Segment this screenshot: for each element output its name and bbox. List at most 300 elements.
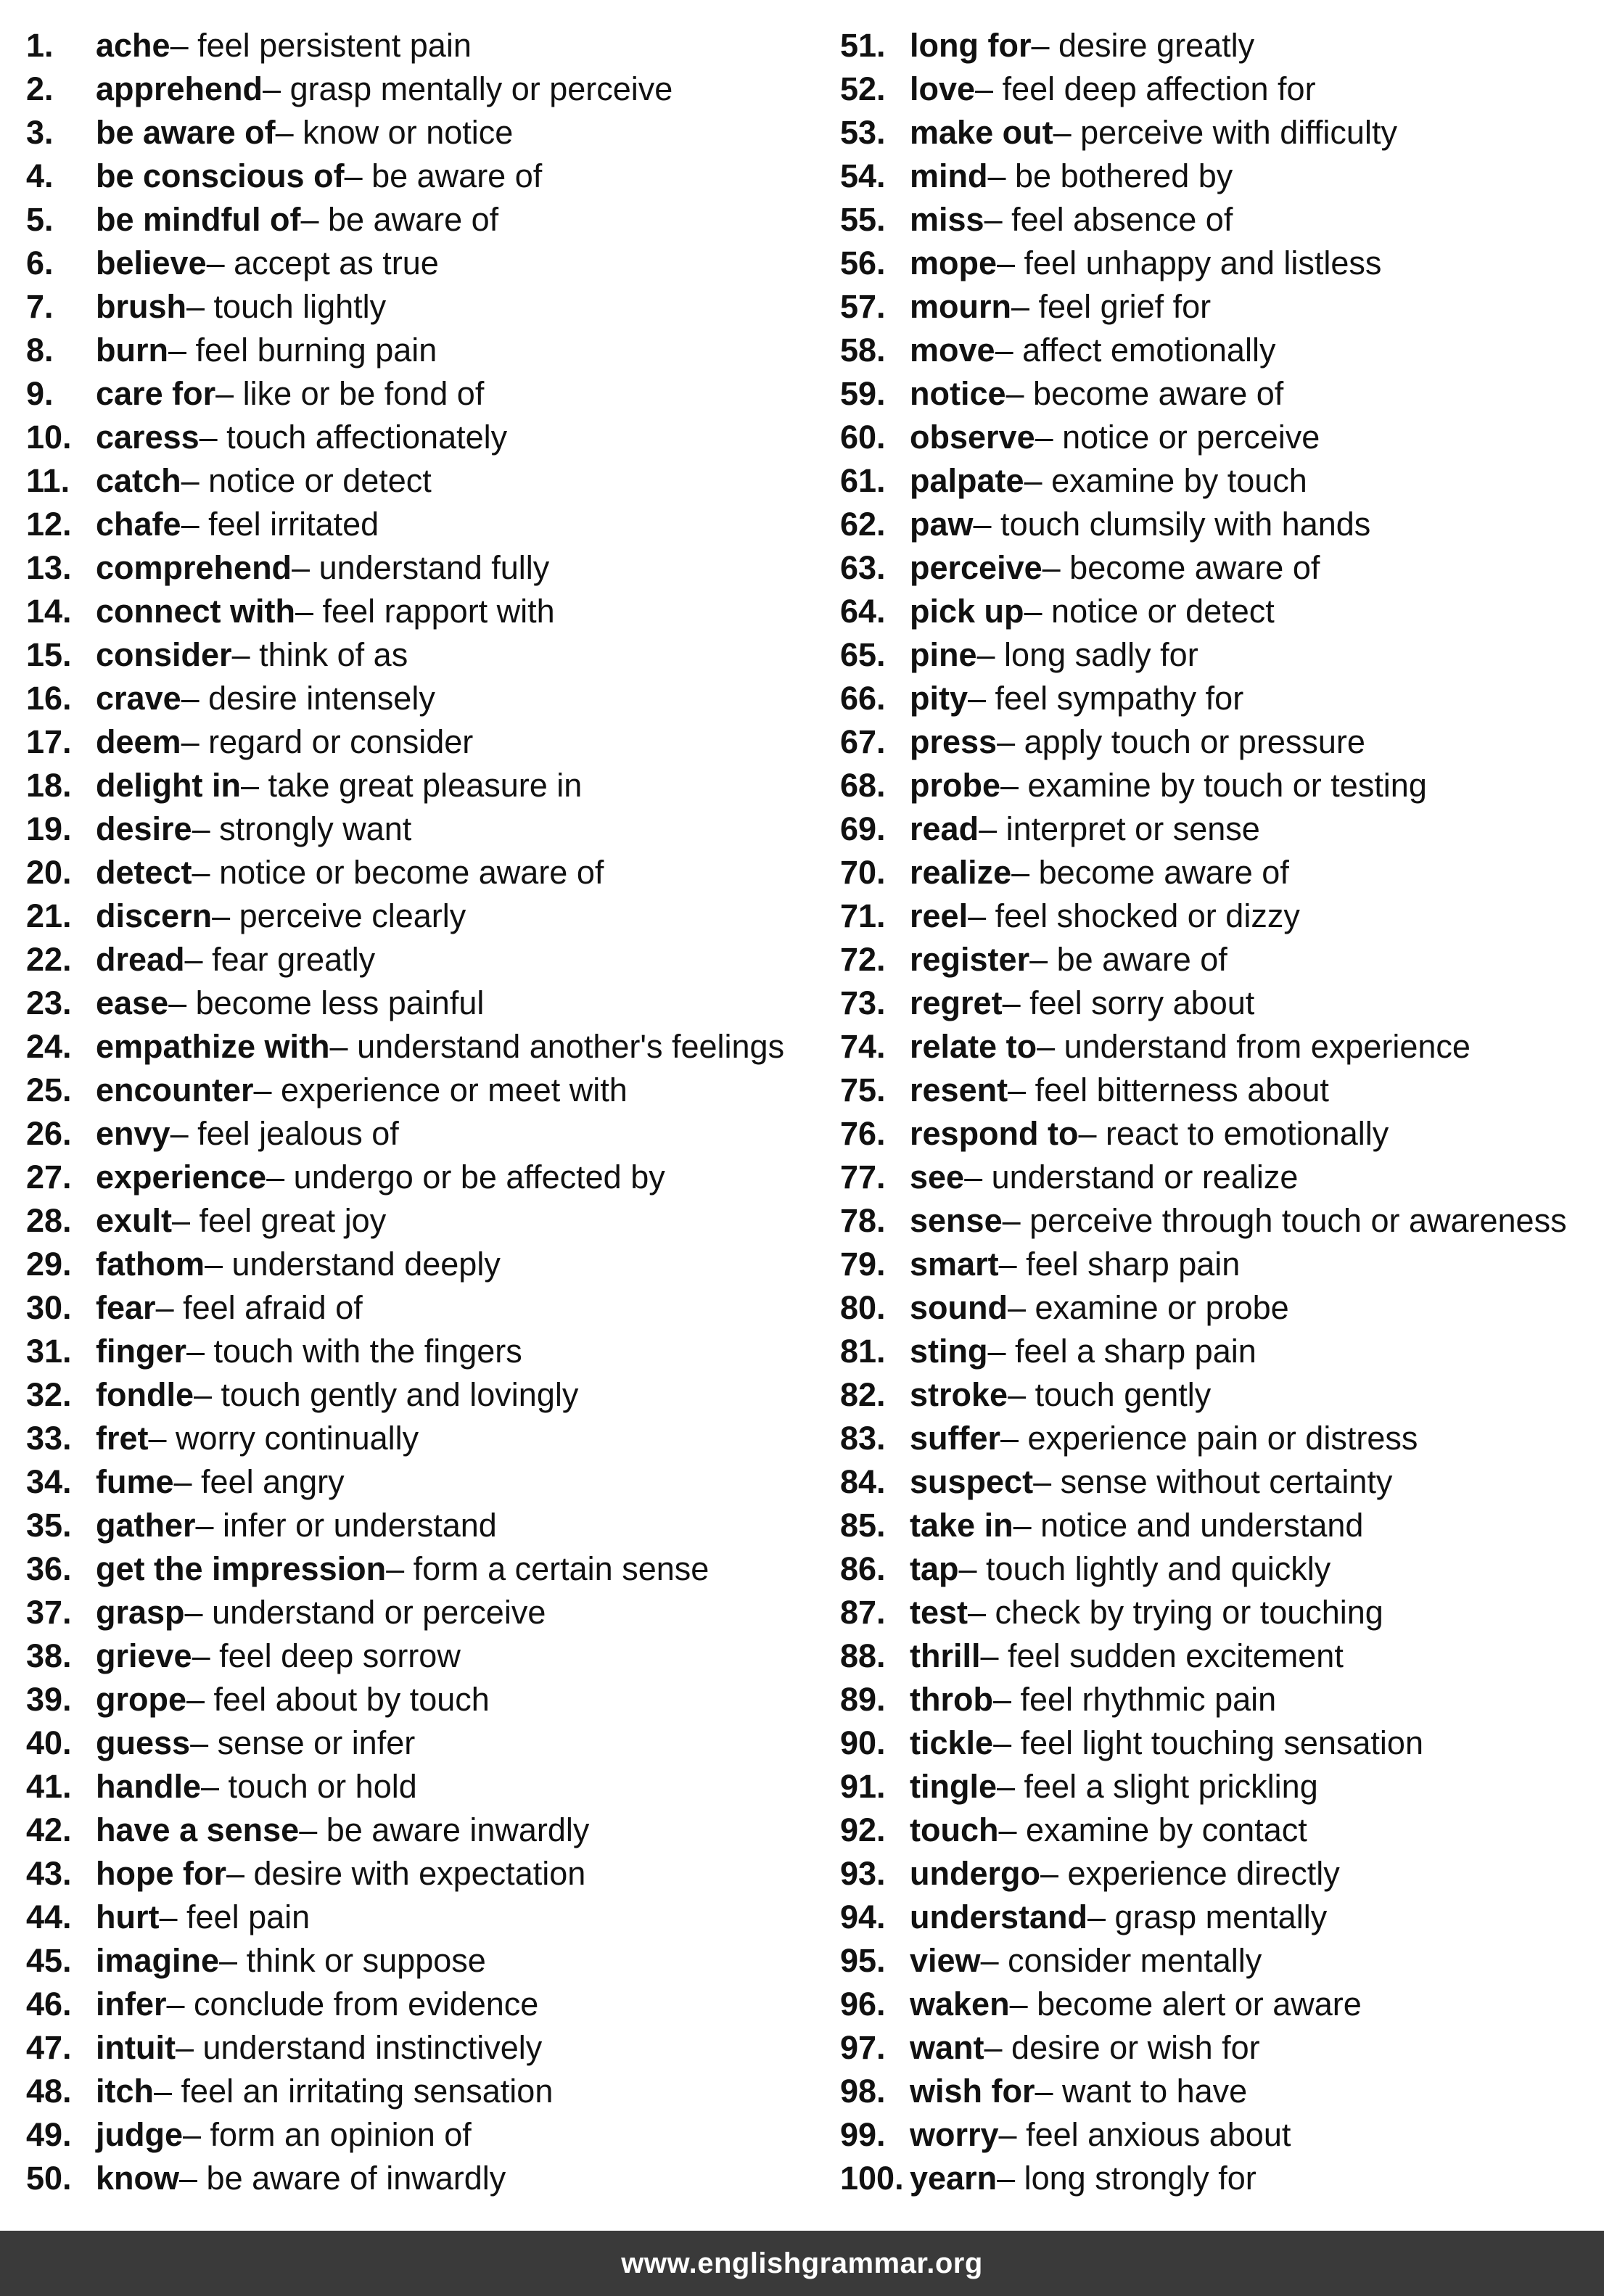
entry-definition: – touch with the fingers: [186, 1333, 522, 1370]
entry-number: 57.: [840, 288, 886, 325]
word-entry: [840, 1678, 1595, 1721]
entry-definition: – be bothered by: [987, 157, 1233, 194]
word-entry: [26, 894, 810, 938]
entry-number: 85.: [840, 1507, 886, 1544]
word-entry: [26, 1243, 810, 1286]
entry-number: 58.: [840, 332, 886, 369]
entry-word: pick up: [910, 593, 1024, 630]
entry-number: 67.: [840, 723, 886, 760]
entry-definition: – touch or hold: [201, 1768, 417, 1805]
entry-number: 34.: [26, 1463, 72, 1500]
entry-number: 17.: [26, 723, 72, 760]
entry-definition: – examine by contact: [998, 1811, 1307, 1848]
entry-definition: – understand deeply: [205, 1246, 501, 1283]
entry-definition: – be aware of inwardly: [179, 2160, 506, 2197]
entry-word: deem: [96, 723, 181, 760]
entry-number: 14.: [26, 593, 72, 630]
entry-number: 100.: [840, 2160, 904, 2197]
word-entry: [840, 285, 1595, 329]
entry-definition: – take great pleasure in: [240, 767, 583, 804]
entry-definition: – notice and understand: [1013, 1507, 1364, 1544]
word-entry: [840, 1330, 1595, 1373]
word-entry: [840, 459, 1595, 503]
entry-definition: – feel sudden excitement: [980, 1637, 1344, 1674]
entry-definition: – feel angry: [173, 1463, 345, 1500]
entry-number: 10.: [26, 419, 72, 456]
entry-word: exult: [96, 1202, 173, 1239]
entry-word: pity: [910, 680, 968, 717]
entry-number: 52.: [840, 70, 886, 107]
word-entry: [840, 111, 1595, 155]
entry-word: fret: [96, 1420, 149, 1457]
entry-number: 99.: [840, 2116, 886, 2153]
entry-word: itch: [96, 2073, 155, 2110]
entry-number: 27.: [26, 1159, 72, 1196]
word-entry: [26, 111, 810, 155]
entry-definition: – be aware of: [344, 157, 543, 194]
word-entry: [26, 372, 810, 416]
word-entry: [840, 24, 1595, 67]
word-entry: [26, 1025, 810, 1069]
word-entry: [840, 1939, 1595, 1983]
entry-word: encounter: [96, 1071, 254, 1108]
entry-word: take in: [910, 1507, 1013, 1544]
word-entry: [840, 2070, 1595, 2113]
entry-number: 32.: [26, 1376, 72, 1413]
word-entry: [26, 1504, 810, 1547]
entry-number: 47.: [26, 2029, 72, 2066]
word-entry: [840, 1547, 1595, 1591]
entry-definition: – think or suppose: [219, 1942, 486, 1979]
entry-definition: – examine by touch or testing: [1000, 767, 1427, 804]
entry-definition: – desire or wish for: [984, 2029, 1260, 2066]
entry-word: undergo: [910, 1855, 1040, 1892]
entry-word: want: [910, 2029, 984, 2066]
word-entry: [840, 938, 1595, 982]
entry-definition: – want to have: [1035, 2073, 1248, 2110]
entry-definition: – feel an irritating sensation: [154, 2073, 554, 2110]
entry-definition: – perceive with difficulty: [1053, 114, 1397, 151]
entry-number: 15.: [26, 636, 72, 673]
entry-word: resent: [910, 1071, 1008, 1108]
entry-number: 97.: [840, 2029, 886, 2066]
word-entry: [26, 1069, 810, 1112]
entry-number: 5.: [26, 201, 54, 238]
entry-number: 1.: [26, 27, 54, 64]
entry-word: infer: [96, 1986, 167, 2023]
entry-definition: – affect emotionally: [995, 332, 1276, 369]
word-entry: [26, 720, 810, 764]
entry-definition: – strongly want: [192, 810, 412, 847]
entry-word: fathom: [96, 1246, 205, 1283]
word-entry: [26, 67, 810, 111]
entry-definition: – experience or meet with: [253, 1071, 628, 1108]
word-entry: [840, 1243, 1595, 1286]
entry-definition: – infer or understand: [195, 1507, 497, 1544]
entry-number: 62.: [840, 506, 886, 543]
entry-definition: – examine or probe: [1007, 1289, 1289, 1326]
word-entry: [840, 1809, 1595, 1852]
entry-word: press: [910, 723, 998, 760]
entry-number: 89.: [840, 1681, 886, 1718]
word-entry: [26, 1460, 810, 1504]
entry-definition: – become alert or aware: [1009, 1986, 1362, 2023]
entry-definition: – examine by touch: [1024, 462, 1307, 499]
word-entry: [26, 1896, 810, 1939]
entry-word: view: [910, 1942, 981, 1979]
entry-word: grasp: [96, 1594, 185, 1631]
entry-word: comprehend: [96, 549, 292, 586]
entry-number: 21.: [26, 897, 72, 934]
entry-number: 28.: [26, 1202, 72, 1239]
entry-definition: – touch gently and lovingly: [193, 1376, 579, 1413]
entry-word: stroke: [910, 1376, 1008, 1413]
entry-number: 74.: [840, 1028, 886, 1065]
entry-word: hope for: [96, 1855, 226, 1892]
word-entry: [26, 938, 810, 982]
word-entry: [840, 2026, 1595, 2070]
entry-number: 24.: [26, 1028, 72, 1065]
word-entry: [26, 198, 810, 242]
word-entry: [840, 2157, 1595, 2200]
entry-definition: – understand or realize: [964, 1159, 1299, 1196]
entry-word: paw: [910, 506, 974, 543]
entry-number: 93.: [840, 1855, 886, 1892]
entry-number: 91.: [840, 1768, 886, 1805]
entry-definition: – conclude from evidence: [166, 1986, 539, 2023]
entry-word: mourn: [910, 288, 1011, 325]
entry-definition: – feel light touching sensation: [993, 1724, 1423, 1761]
entry-word: tickle: [910, 1724, 994, 1761]
word-entry: [840, 155, 1595, 198]
entry-word: be conscious of: [96, 157, 345, 194]
entry-word: believe: [96, 244, 207, 281]
entry-definition: – think of as: [231, 636, 408, 673]
entry-word: apprehend: [96, 70, 263, 107]
entry-word: register: [910, 941, 1030, 978]
entry-word: know: [96, 2160, 180, 2197]
entry-number: 98.: [840, 2073, 886, 2110]
entry-number: 23.: [26, 984, 72, 1021]
entry-number: 4.: [26, 157, 54, 194]
entry-number: 29.: [26, 1246, 72, 1283]
word-entry: [26, 1983, 810, 2026]
word-entry: [840, 1896, 1595, 1939]
word-entry: [26, 807, 810, 851]
word-entry: [840, 546, 1595, 590]
word-entry: [26, 1678, 810, 1721]
entry-number: 9.: [26, 375, 54, 412]
entry-definition: – feel burning pain: [168, 332, 437, 369]
entry-word: handle: [96, 1768, 202, 1805]
entry-word: move: [910, 332, 995, 369]
word-entry: [840, 1852, 1595, 1896]
entry-word: finger: [96, 1333, 187, 1370]
word-entry: [840, 1983, 1595, 2026]
entry-word: touch: [910, 1811, 999, 1848]
footer-website-link[interactable]: www.englishgrammar.org: [621, 2247, 983, 2279]
entry-definition: – touch lightly and quickly: [958, 1550, 1331, 1587]
word-entry: [26, 1809, 810, 1852]
entry-word: delight in: [96, 767, 241, 804]
entry-word: wish for: [910, 2073, 1035, 2110]
entry-word: pine: [910, 636, 977, 673]
word-entry: [840, 1460, 1595, 1504]
entry-word: yearn: [910, 2160, 998, 2197]
entry-word: guess: [96, 1724, 191, 1761]
entry-definition: – feel pain: [159, 1898, 310, 1935]
word-entry: [26, 1199, 810, 1243]
entry-word: be mindful of: [96, 201, 301, 238]
entry-definition: – fear greatly: [184, 941, 376, 978]
entry-definition: – touch lightly: [186, 288, 387, 325]
entry-number: 33.: [26, 1420, 72, 1457]
entry-definition: – undergo or be affected by: [266, 1159, 665, 1196]
entry-definition: – become aware of: [1011, 854, 1289, 891]
entry-number: 41.: [26, 1768, 72, 1805]
entry-word: grope: [96, 1681, 187, 1718]
entry-number: 79.: [840, 1246, 886, 1283]
word-entry: [26, 1939, 810, 1983]
word-entry: [840, 1156, 1595, 1199]
entry-definition: – desire greatly: [1031, 27, 1255, 64]
entry-word: detect: [96, 854, 192, 891]
entry-word: thrill: [910, 1637, 981, 1674]
entry-number: 70.: [840, 854, 886, 891]
word-entry: [840, 807, 1595, 851]
entry-definition: – experience directly: [1040, 1855, 1340, 1892]
entry-definition: – feel a sharp pain: [987, 1333, 1257, 1370]
word-entry: [840, 1112, 1595, 1156]
entry-definition: – become less painful: [168, 984, 485, 1021]
word-entry: [26, 677, 810, 720]
entry-number: 82.: [840, 1376, 886, 1413]
word-entry: [840, 720, 1595, 764]
entry-word: discern: [96, 897, 213, 934]
entry-word: respond to: [910, 1115, 1079, 1152]
entry-word: care for: [96, 375, 216, 412]
entry-definition: – long strongly for: [997, 2160, 1257, 2197]
entry-number: 65.: [840, 636, 886, 673]
entry-definition: – notice or detect: [1024, 593, 1275, 630]
entry-definition: – feel a slight prickling: [997, 1768, 1318, 1805]
entry-definition: – form a certain sense: [386, 1550, 710, 1587]
entry-number: 43.: [26, 1855, 72, 1892]
word-entry: [840, 1286, 1595, 1330]
entry-number: 75.: [840, 1071, 886, 1108]
word-entry: [26, 1286, 810, 1330]
entry-word: brush: [96, 288, 187, 325]
entry-number: 60.: [840, 419, 886, 456]
word-entry: [840, 329, 1595, 372]
entry-definition: – understand fully: [292, 549, 550, 586]
entry-definition: – feel rhythmic pain: [992, 1681, 1277, 1718]
entry-word: reel: [910, 897, 968, 934]
entry-word: consider: [96, 636, 232, 673]
word-entry: [26, 285, 810, 329]
entry-word: miss: [910, 201, 984, 238]
entry-word: ease: [96, 984, 169, 1021]
word-entry: [840, 198, 1595, 242]
entry-number: 64.: [840, 593, 886, 630]
word-entry: [26, 1765, 810, 1809]
word-list-right-column: [840, 24, 1595, 2200]
entry-number: 26.: [26, 1115, 72, 1152]
entry-definition: – feel great joy: [172, 1202, 387, 1239]
entry-definition: – grasp mentally or perceive: [263, 70, 673, 107]
entry-word: have a sense: [96, 1811, 300, 1848]
entry-word: desire: [96, 810, 192, 847]
word-entry: [840, 1721, 1595, 1765]
entry-number: 44.: [26, 1898, 72, 1935]
entry-definition: – like or be fond of: [215, 375, 485, 412]
entry-definition: – be aware of: [1029, 941, 1227, 978]
entry-word: long for: [910, 27, 1032, 64]
entry-word: suspect: [910, 1463, 1034, 1500]
word-entry: [840, 982, 1595, 1025]
entry-word: caress: [96, 419, 200, 456]
entry-definition: – react to emotionally: [1078, 1115, 1389, 1152]
entry-word: sting: [910, 1333, 988, 1370]
entry-number: 71.: [840, 897, 886, 934]
entry-word: fear: [96, 1289, 156, 1326]
word-entry: [26, 459, 810, 503]
entry-word: palpate: [910, 462, 1024, 499]
entry-number: 19.: [26, 810, 72, 847]
word-entry: [26, 590, 810, 633]
entry-word: fondle: [96, 1376, 194, 1413]
entry-number: 31.: [26, 1333, 72, 1370]
entry-number: 96.: [840, 1986, 886, 2023]
word-list-left-column: [26, 24, 810, 2200]
word-entry: [840, 590, 1595, 633]
word-entry: [26, 1373, 810, 1417]
entry-definition: – consider mentally: [980, 1942, 1262, 1979]
entry-definition: – feel absence of: [984, 201, 1233, 238]
entry-number: 94.: [840, 1898, 886, 1935]
footer-bar: [0, 2231, 1604, 2296]
entry-definition: – check by trying or touching: [968, 1594, 1383, 1631]
word-entry: [840, 1199, 1595, 1243]
word-entry: [26, 1417, 810, 1460]
entry-word: gather: [96, 1507, 196, 1544]
entry-word: waken: [910, 1986, 1010, 2023]
word-entry: [26, 2113, 810, 2157]
entry-number: 56.: [840, 244, 886, 281]
word-entry: [26, 851, 810, 894]
entry-number: 8.: [26, 332, 54, 369]
entry-number: 18.: [26, 767, 72, 804]
entry-word: smart: [910, 1246, 999, 1283]
word-entry: [26, 2157, 810, 2200]
word-entry: [26, 242, 810, 285]
entry-number: 38.: [26, 1637, 72, 1674]
entry-definition: – notice or perceive: [1035, 419, 1320, 456]
word-entry: [26, 155, 810, 198]
entry-definition: – worry continually: [148, 1420, 419, 1457]
entry-number: 25.: [26, 1071, 72, 1108]
entry-definition: – grasp mentally: [1087, 1898, 1328, 1935]
entry-number: 86.: [840, 1550, 886, 1587]
entry-number: 16.: [26, 680, 72, 717]
entry-word: probe: [910, 767, 1001, 804]
word-entry: [840, 1765, 1595, 1809]
entry-definition: – desire intensely: [181, 680, 435, 717]
entry-definition: – feel sympathy for: [968, 680, 1244, 717]
entry-word: connect with: [96, 593, 296, 630]
entry-definition: – feel about by touch: [186, 1681, 490, 1718]
word-entry: [840, 1634, 1595, 1678]
entry-number: 7.: [26, 288, 54, 325]
entry-definition: – feel irritated: [181, 506, 379, 543]
entry-definition: – sense or infer: [190, 1724, 416, 1761]
entry-word: ache: [96, 27, 170, 64]
entry-word: experience: [96, 1159, 267, 1196]
entry-definition: – touch affectionately: [199, 419, 508, 456]
entry-definition: – accept as true: [206, 244, 439, 281]
entry-definition: – long sadly for: [976, 636, 1198, 673]
word-entry: [26, 24, 810, 67]
entry-number: 83.: [840, 1420, 886, 1457]
entry-word: dread: [96, 941, 185, 978]
entry-definition: – feel sorry about: [1002, 984, 1255, 1021]
entry-number: 77.: [840, 1159, 886, 1196]
entry-definition: – become aware of: [1005, 375, 1284, 412]
entry-word: burn: [96, 332, 168, 369]
entry-number: 53.: [840, 114, 886, 151]
word-entry: [26, 1330, 810, 1373]
entry-definition: – interpret or sense: [979, 810, 1260, 847]
word-entry: [26, 2026, 810, 2070]
entry-definition: – feel jealous of: [170, 1115, 399, 1152]
word-entry: [26, 329, 810, 372]
entry-definition: – know or notice: [275, 114, 514, 151]
entry-word: envy: [96, 1115, 170, 1152]
entry-definition: – feel persistent pain: [170, 27, 472, 64]
word-entry: [840, 1417, 1595, 1460]
entry-word: fume: [96, 1463, 174, 1500]
entry-word: tap: [910, 1550, 959, 1587]
entry-word: make out: [910, 114, 1053, 151]
entry-number: 50.: [26, 2160, 72, 2197]
entry-number: 63.: [840, 549, 886, 586]
entry-number: 20.: [26, 854, 72, 891]
entry-word: imagine: [96, 1942, 220, 1979]
entry-definition: – feel unhappy and listless: [997, 244, 1382, 281]
word-entry: [26, 1721, 810, 1765]
entry-word: intuit: [96, 2029, 176, 2066]
entry-word: notice: [910, 375, 1006, 412]
entry-definition: – regard or consider: [181, 723, 474, 760]
entry-word: mind: [910, 157, 988, 194]
entry-word: be aware of: [96, 114, 276, 151]
entry-word: perceive: [910, 549, 1042, 586]
entry-definition: – experience pain or distress: [1000, 1420, 1418, 1457]
entry-definition: – feel deep affection for: [975, 70, 1316, 107]
entry-definition: – touch clumsily with hands: [973, 506, 1371, 543]
entry-definition: – notice or detect: [181, 462, 432, 499]
entry-word: love: [910, 70, 976, 107]
entry-number: 81.: [840, 1333, 886, 1370]
word-entry: [26, 764, 810, 807]
word-entry: [26, 982, 810, 1025]
entry-number: 66.: [840, 680, 886, 717]
entry-number: 51.: [840, 27, 886, 64]
word-entry: [26, 1156, 810, 1199]
word-entry: [840, 851, 1595, 894]
entry-word: throb: [910, 1681, 993, 1718]
word-entry: [840, 1069, 1595, 1112]
